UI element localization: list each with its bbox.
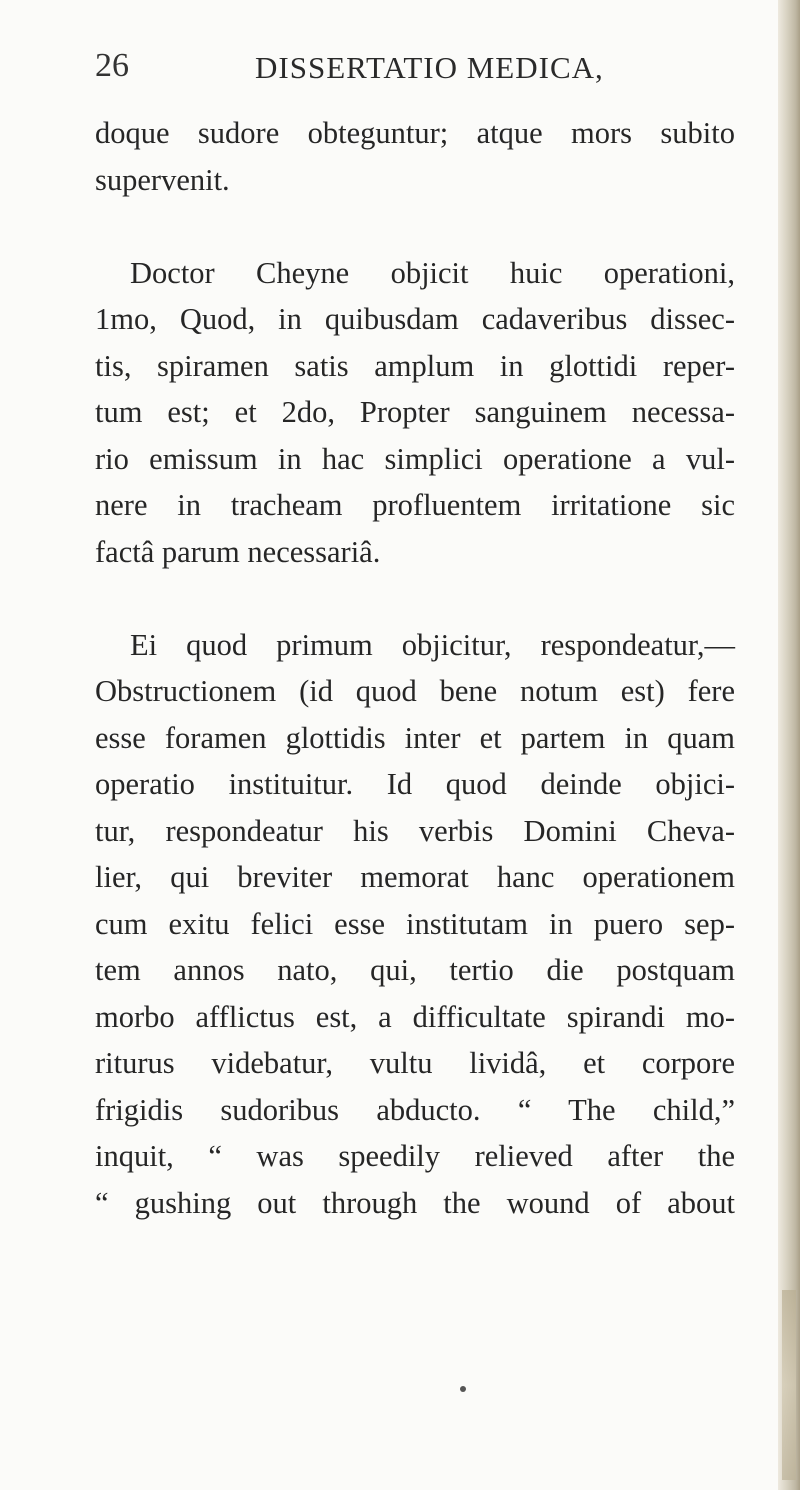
- text-line: tem annos nato, qui, tertio die postquam: [95, 953, 735, 987]
- page-edge-stain: [782, 1290, 796, 1480]
- text-line: nere in tracheam profluentem irritatione sic: [95, 488, 735, 522]
- text-line: tur, respondeatur his verbis Domini Cheva-: [95, 813, 735, 848]
- text-line: Ei quod primum objicitur, respondeatur,—: [130, 627, 735, 662]
- page-edge-shadow: [778, 0, 800, 1490]
- text-line: rio emissum in hac simplici operatione a vul-: [95, 441, 735, 476]
- text-line: riturus videbatur, vultu lividâ, et corpore: [95, 1046, 735, 1080]
- text-line: supervenit.: [95, 162, 230, 197]
- text-line: 1mo, Quod, in quibusdam cadaveribus dissec-: [95, 302, 735, 336]
- running-head: DISSERTATIO MEDICA,: [255, 50, 604, 85]
- text-line: factâ parum necessariâ.: [95, 534, 381, 569]
- text-line: “ gushing out through the wound of about: [95, 1185, 735, 1220]
- text-line: tis, spiramen satis amplum in glottidi reper-: [95, 348, 735, 383]
- text-line: Obstructionem (id quod bene notum est) fere: [95, 674, 735, 708]
- text-line: frigidis sudoribus abducto. “ The child,”: [95, 1092, 735, 1127]
- text-line: operatio instituitur. Id quod deinde objici-: [95, 767, 735, 801]
- ink-speck: [460, 1386, 466, 1392]
- text-line: inquit, “ was speedily relieved after the: [95, 1139, 735, 1173]
- text-line: esse foramen glottidis inter et partem in quam: [95, 720, 735, 755]
- text-line: morbo afflictus est, a difficultate spirandi mo-: [95, 999, 735, 1034]
- text-line: doque sudore obteguntur; atque mors subito: [95, 116, 735, 150]
- page-header: [95, 44, 695, 88]
- body-text: [95, 110, 735, 1226]
- text-line: lier, qui breviter memorat hanc operationem: [95, 860, 735, 894]
- text-line: cum exitu felici esse institutam in puero sep-: [95, 906, 735, 941]
- page-number: 26: [95, 47, 129, 84]
- text-line: tum est; et 2do, Propter sanguinem necessa-: [95, 395, 735, 429]
- text-line: Doctor Cheyne objicit huic operationi,: [130, 255, 735, 290]
